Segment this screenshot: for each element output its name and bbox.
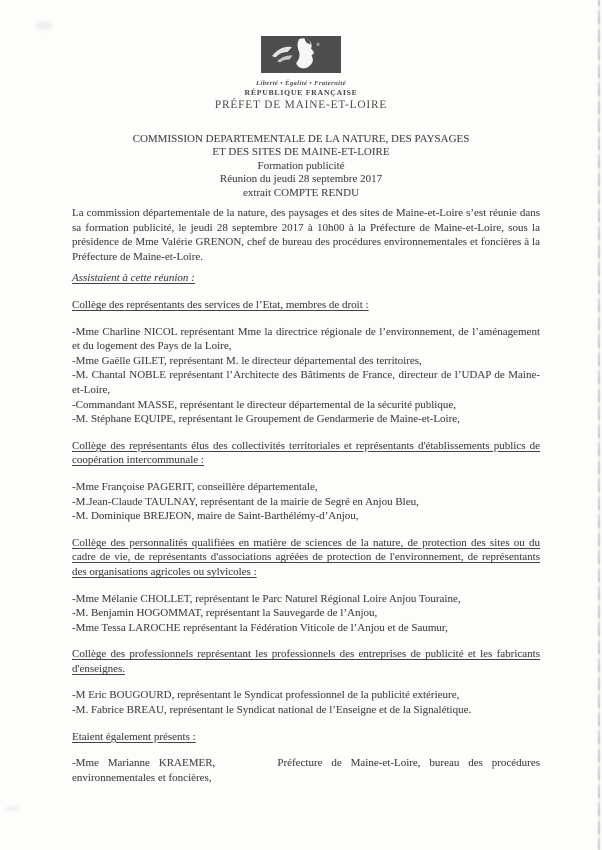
title-line: COMMISSION DEPARTEMENTALE DE LA NATURE, DES PAYSAGES bbox=[132, 133, 470, 145]
title-line: Formation publicité bbox=[257, 159, 345, 172]
title-line: extrait COMPTE RENDU bbox=[242, 186, 360, 199]
document-body bbox=[0, 206, 602, 785]
member-line: -M. Chantal NOBLE représentant l’Architecte des Bâtiments de France, directeur de l’UDAP de Maine-et-Loire, bbox=[72, 369, 540, 396]
section-heading-state-college: Collège des représentants des services de l’Etat, membres de droit : bbox=[72, 299, 369, 311]
member-list-state bbox=[72, 325, 540, 427]
scan-edge-artifact bbox=[598, 0, 599, 850]
motto-text: Liberté • Égalité • Fraternité bbox=[256, 80, 346, 87]
scan-smudge-top bbox=[36, 21, 52, 30]
section-heading-qualified-college: Collège des personnalités qualifiées en matière de sciences de la nature, de protection des sites ou du cadre de vie, de représentants d'associations agréées de protection de l'environnement, de représentants des organisations agricoles ou sylvicoles : bbox=[72, 536, 540, 578]
prefet-title: PRÉFET DE MAINE-ET-LOIRE bbox=[214, 99, 388, 111]
member-list-elected bbox=[72, 480, 540, 524]
intro-paragraph: La commission départementale de la nature, des paysages et des sites de Maine-et-Loire s’est réunie dans sa formation publicité, le jeudi 28 septembre 2017 à 10h00 à la Préfecture de Maine-et-Loire, sous la présidence de Mme Valérie GRENON, chef de bureau des procédures environnementales et foncières à la Préfecture de Maine-et-Loire. bbox=[72, 207, 540, 263]
title-line: ET DES SITES DE MAINE-ET-LOIRE bbox=[212, 146, 390, 159]
member-line: -Mme Tessa LAROCHE représentant la Fédération Viticole de l’Anjou et de Saumur, bbox=[72, 621, 448, 634]
member-line: -Commandant MASSE, représentant le directeur départemental de la sécurité publique, bbox=[72, 398, 456, 411]
member-line: -Mme Marianne KRAEMER, Préfecture de Maine-et-Loire, bureau des procédures environnementales et foncières, bbox=[72, 757, 540, 784]
marianne-logo-icon bbox=[261, 36, 341, 73]
member-line: -M. Benjamin HOGOMMAT, représentant la Sauvegarde de l’Anjou, bbox=[72, 607, 378, 620]
member-line: -Mme Charline NICOL représentant Mme la directrice régionale de l’environnement, de l’aménagement et du logement des Pays de la Loire, bbox=[72, 325, 540, 353]
letterhead bbox=[0, 0, 602, 111]
member-line: -Mme Mélanie CHOLLET, représentant le Parc Naturel Régional Loire Anjou Touraine, bbox=[72, 592, 461, 605]
section-heading-professionals-college: Collège des professionnels représentant les professionnels des entreprises de publicité et les fabricants d'enseignes. bbox=[72, 648, 540, 675]
member-line: -M. Stéphane EQUIPE, représentant le Groupement de Gendarmerie de Maine-et-Loire, bbox=[72, 413, 460, 426]
also-present-heading: Etaient également présents : bbox=[72, 730, 196, 743]
member-list-qualified bbox=[72, 592, 540, 636]
member-line: -M. Fabrice BREAU, représentant le Syndicat national de l’Enseigne et de la Signalétique. bbox=[72, 704, 472, 717]
member-list-professionals bbox=[72, 688, 540, 717]
attendance-heading: Assistaient à cette réunion : bbox=[72, 272, 195, 285]
section-heading-elected-college: Collège des représentants élus des collectivités territoriales et représentants d'établissements publics de coopération intercommunale : bbox=[72, 439, 540, 467]
republic-text: RÉPUBLIQUE FRANÇAISE bbox=[244, 88, 358, 97]
member-line: -Mme Françoise PAGERIT, conseillère départementale, bbox=[72, 480, 318, 493]
title-line: Réunion du jeudi 28 septembre 2017 bbox=[219, 173, 383, 186]
member-line: -M.Jean-Claude TAULNAY, représentant de la mairie de Segré en Anjou Bleu, bbox=[72, 495, 419, 508]
member-line: -M Eric BOUGOURD, représentant le Syndicat professionnel de la publicité extérieure, bbox=[72, 689, 460, 702]
member-line: -Mme Gaëlle GILET, représentant M. le directeur départemental des territoires, bbox=[72, 354, 422, 367]
member-line: -M. Dominique BREJEON, maire de Saint-Barthélémy-d’Anjou, bbox=[72, 510, 359, 523]
scan-smudge-bottom bbox=[6, 807, 19, 810]
document-title bbox=[0, 133, 602, 200]
